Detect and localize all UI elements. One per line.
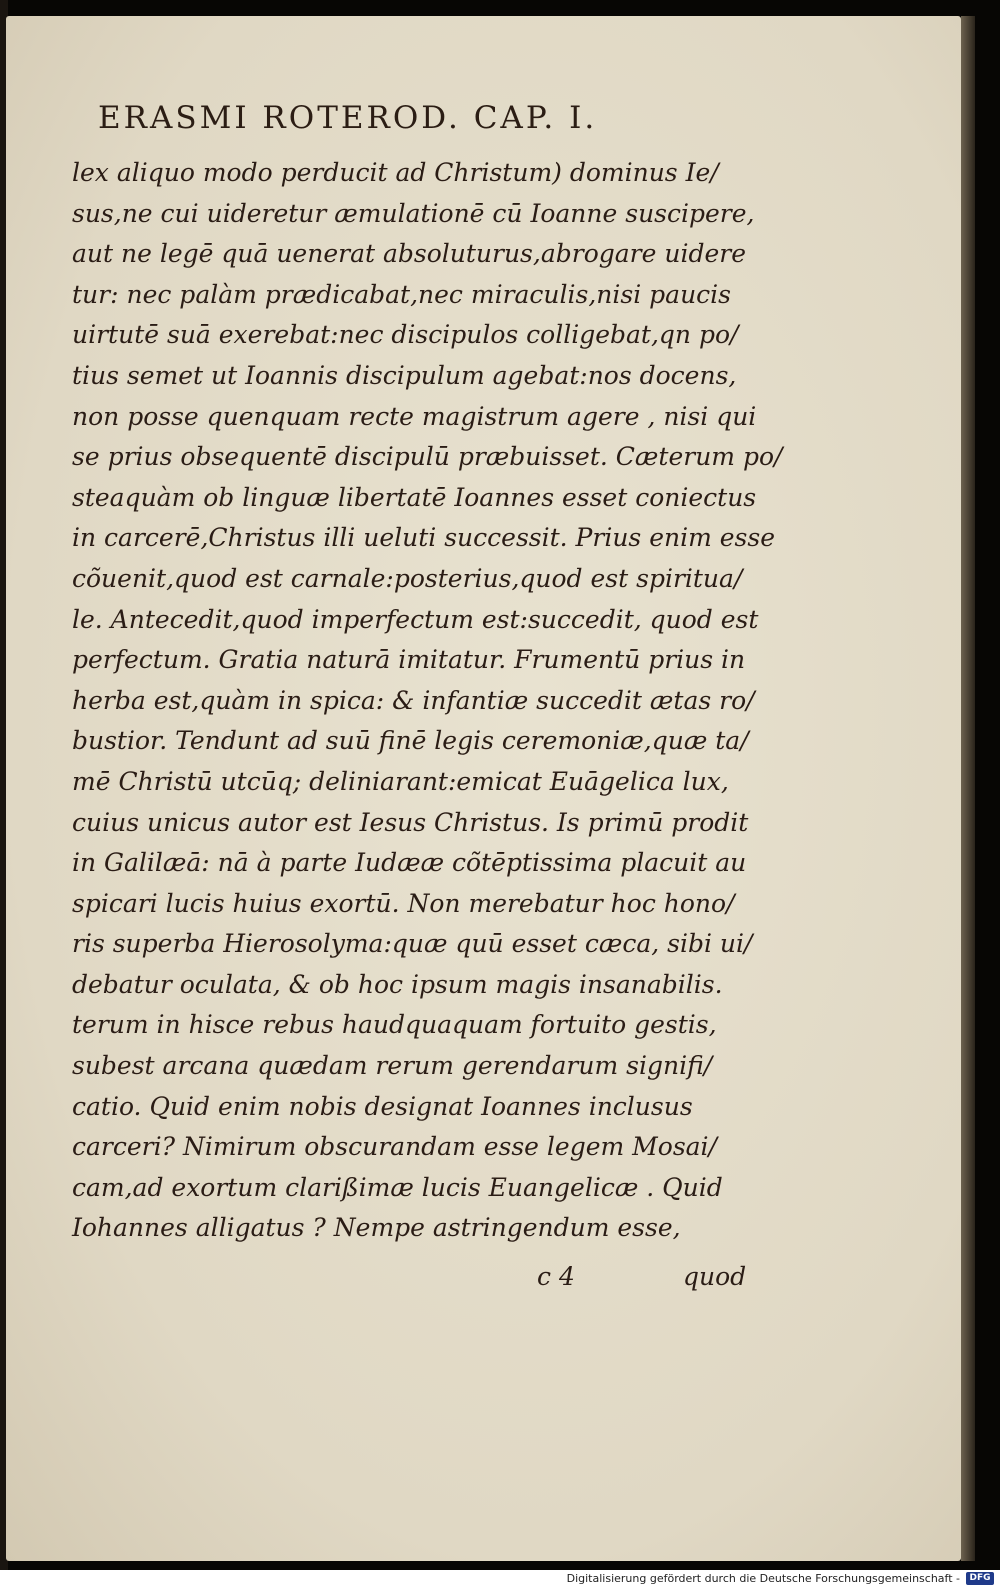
text-line: subest arcana quædam rerum gerendarum signifi/ (72, 1051, 713, 1081)
footer-credit: Digitalisierung gefördert durch die Deutsche Forschungsgemeinschaft - (566, 1572, 960, 1585)
text-line: steaquàm ob linguæ libertatē Ioannes esset coniectus (72, 482, 757, 512)
text-line: le. Antecedit,quod imperfectum est:succedit, quod est (72, 604, 759, 634)
text-line: in Galilæā: nā à parte Iudææ cõtēptissima placuit au (72, 848, 747, 878)
text-line: uirtutē suā exerebat:nec discipulos colligebat,qn po/ (72, 320, 739, 350)
text-line: sus,ne cui uideretur æmulationē cū Ioanne suscipere, (72, 198, 755, 228)
text-line: ris superba Hierosolyma:quæ quū esset cæca, sibi ui/ (72, 929, 753, 959)
text-line: se prius obsequentē discipulū præbuisset. Cæterum po/ (72, 442, 783, 472)
page-edge-shadow (961, 16, 975, 1561)
text-line: cam,ad exortum clarißimæ lucis Euangelicæ . Quid (72, 1172, 723, 1202)
text-line: terum in hisce rebus haudquaquam fortuito gestis, (72, 1010, 717, 1040)
text-line: cõuenit,quod est carnale:posterius,quod est spiritua/ (72, 563, 743, 593)
dfg-logo: DFG (966, 1572, 994, 1585)
text-line: carceri? Nimirum obscurandam esse legem Mosai/ (72, 1132, 717, 1162)
signature-mark: c 4 (537, 1262, 575, 1291)
page-foot (72, 1262, 762, 1302)
text-line: lex aliquo modo perducit ad Christum) dominus Ie/ (72, 158, 719, 187)
text-line: non posse quenquam recte magistrum agere , nisi qui (72, 401, 757, 431)
text-line: catio. Quid enim nobis designat Ioannes inclusus (72, 1091, 693, 1121)
text-line: spicari lucis huius exortū. Non merebatur hoc hono/ (72, 888, 735, 918)
text-line: in carcerē,Christus illi ueluti successit. Prius enim esse (72, 523, 775, 553)
text-line: debatur oculata, & ob hoc ipsum magis insanabilis. (72, 969, 723, 999)
text-line: tur: nec palàm prædicabat,nec miraculis,nisi paucis (72, 279, 732, 309)
text-line: herba est,quàm in spica: & infantiæ succedit ætas ro/ (72, 685, 755, 715)
text-line: aut ne legē quā uenerat absoluturus,abrogare uidere (72, 239, 746, 269)
body-text (72, 153, 783, 1249)
running-header: ERASMI ROTEROD. CAP. I. (98, 100, 598, 136)
text-line: mē Christū utcūq; deliniarant:emicat Euāgelica lux, (72, 766, 729, 796)
text-line: perfectum. Gratia naturā imitatur. Frumentū prius in (72, 645, 746, 675)
text-line: Iohannes alligatus ? Nempe astringendum esse, (72, 1213, 681, 1243)
text-line: cuius unicus autor est Iesus Christus. Is primū prodit (72, 807, 749, 837)
catchword: quod (683, 1262, 747, 1291)
text-line: bustior. Tendunt ad suū finē legis ceremoniæ,quæ ta/ (72, 726, 749, 756)
text-line: tius semet ut Ioannis discipulum agebat:nos docens, (72, 360, 737, 390)
